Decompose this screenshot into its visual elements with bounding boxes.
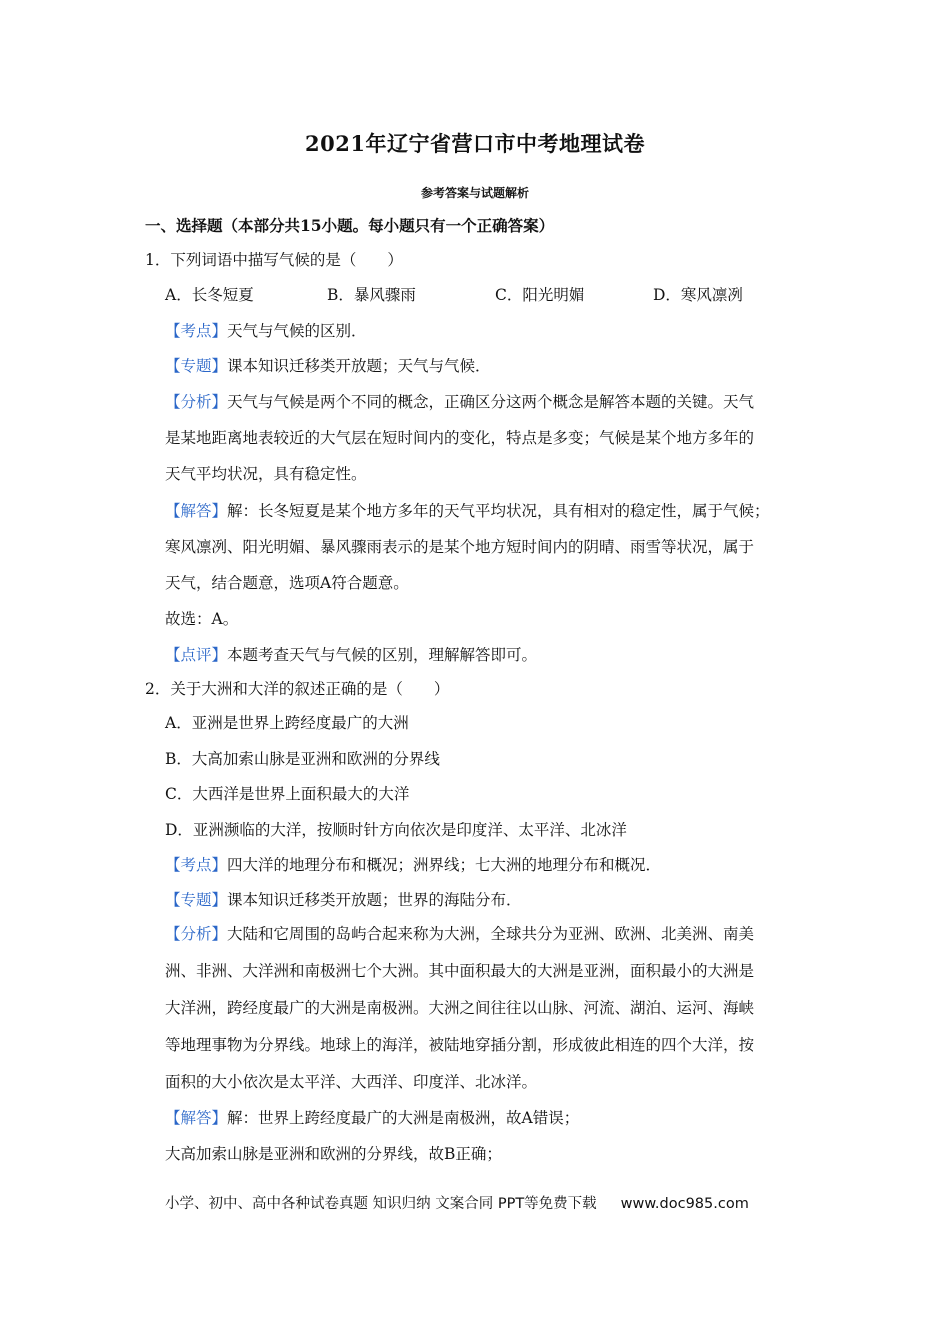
kaodian-text: 天气与气候的区别． xyxy=(227,322,367,340)
q2-option-d: D．亚洲濒临的大洋，按顺时针方向依次是印度洋、太平洋、北冰洋 xyxy=(165,821,627,839)
page-subtitle: 参考答案与试题解析 xyxy=(420,186,529,200)
q1-zhuanti xyxy=(165,356,491,376)
footer-site-link[interactable]: www.doc985.com xyxy=(620,1196,749,1212)
q2-stem: 2．关于大洲和大洋的叙述正确的是（ ） xyxy=(145,680,450,698)
q1-dianping xyxy=(165,645,537,665)
q1-stem: 1．下列词语中描写气候的是（ ） xyxy=(145,251,403,269)
page-footer xyxy=(165,1192,749,1213)
q1-option-d: D．寒风凛冽 xyxy=(653,286,743,304)
q2-kaodian xyxy=(165,855,661,875)
q2-fenxi xyxy=(165,924,754,944)
jieda-line: 天气，结合题意，选项A符合题意。 xyxy=(165,574,409,592)
zhuanti-text: 课本知识迁移类开放题；世界的海陆分布． xyxy=(227,891,522,909)
zhuanti-tag: 【专题】 xyxy=(165,357,228,375)
jieda-tag: 【解答】 xyxy=(165,1109,228,1127)
q1-answer: 故选：A。 xyxy=(165,610,239,628)
fenxi-line: 大陆和它周围的岛屿合起来称为大洲，全球共分为亚洲、欧洲、北美洲、南美 xyxy=(227,925,755,943)
jieda-tag: 【解答】 xyxy=(165,502,228,520)
q1-option-b: B．暴风骤雨 xyxy=(327,286,416,304)
jieda-line: 解：长冬短夏是某个地方多年的天气平均状况，具有相对的稳定性，属于气候； xyxy=(227,502,770,520)
q2-jieda xyxy=(165,1108,579,1128)
kaodian-tag: 【考点】 xyxy=(165,856,228,874)
q2-option-a: A．亚洲是世界上跨经度最广的大洲 xyxy=(165,714,409,732)
q1-kaodian xyxy=(165,321,367,341)
fenxi-tag: 【分析】 xyxy=(165,925,228,943)
fenxi-tag: 【分析】 xyxy=(165,393,228,411)
zhuanti-text: 课本知识迁移类开放题；天气与气候． xyxy=(227,357,491,375)
fenxi-line: 是某地距离地表较近的大气层在短时间内的变化，特点是多变；气候是某个地方多年的 xyxy=(165,429,755,447)
page-title: 2021年辽宁省营口市中考地理试卷 xyxy=(305,131,645,156)
fenxi-line: 面积的大小依次是太平洋、大西洋、印度洋、北冰洋。 xyxy=(165,1073,538,1091)
dianping-text: 本题考查天气与气候的区别，理解解答即可。 xyxy=(227,646,538,664)
q2-zhuanti xyxy=(165,890,522,910)
dianping-tag: 【点评】 xyxy=(165,646,228,664)
fenxi-line: 洲、非洲、大洋洲和南极洲七个大洲。其中面积最大的大洲是亚洲，面积最小的大洲是 xyxy=(165,962,755,980)
fenxi-line: 等地理事物为分界线。地球上的海洋，被陆地穿插分割，形成彼此相连的四个大洋，按 xyxy=(165,1036,755,1054)
kaodian-text: 四大洋的地理分布和概况；洲界线；七大洲的地理分布和概况． xyxy=(227,856,662,874)
fenxi-line: 大洋洲，跨经度最广的大洲是南极洲。大洲之间往往以山脉、河流、湖泊、运河、海峡 xyxy=(165,999,755,1017)
q1-option-c: C．阳光明媚 xyxy=(495,286,585,304)
footer-text: 小学、初中、高中各种试卷真题 知识归纳 文案合同 PPT等免费下载 xyxy=(165,1196,597,1212)
q1-jieda xyxy=(165,501,770,521)
fenxi-line: 天气平均状况，具有稳定性。 xyxy=(165,465,367,483)
kaodian-tag: 【考点】 xyxy=(165,322,228,340)
q2-option-c: C．大西洋是世界上面积最大的大洋 xyxy=(165,785,410,803)
fenxi-line: 天气与气候是两个不同的概念，正确区分这两个概念是解答本题的关键。天气 xyxy=(227,393,755,411)
jieda-line: 解：世界上跨经度最广的大洲是南极洲，故A错误； xyxy=(227,1109,580,1127)
section-heading: 一、选择题（本部分共15小题。每小题只有一个正确答案） xyxy=(145,216,555,235)
q2-option-b: B．大高加索山脉是亚洲和欧洲的分界线 xyxy=(165,750,440,768)
q1-option-a: A．长冬短夏 xyxy=(165,286,254,304)
q1-fenxi xyxy=(165,392,754,412)
jieda-line: 寒风凛冽、阳光明媚、暴风骤雨表示的是某个地方短时间内的阴晴、雨雪等状况，属于 xyxy=(165,538,755,556)
zhuanti-tag: 【专题】 xyxy=(165,891,228,909)
jieda-line: 大高加索山脉是亚洲和欧洲的分界线，故B正确； xyxy=(165,1145,502,1163)
